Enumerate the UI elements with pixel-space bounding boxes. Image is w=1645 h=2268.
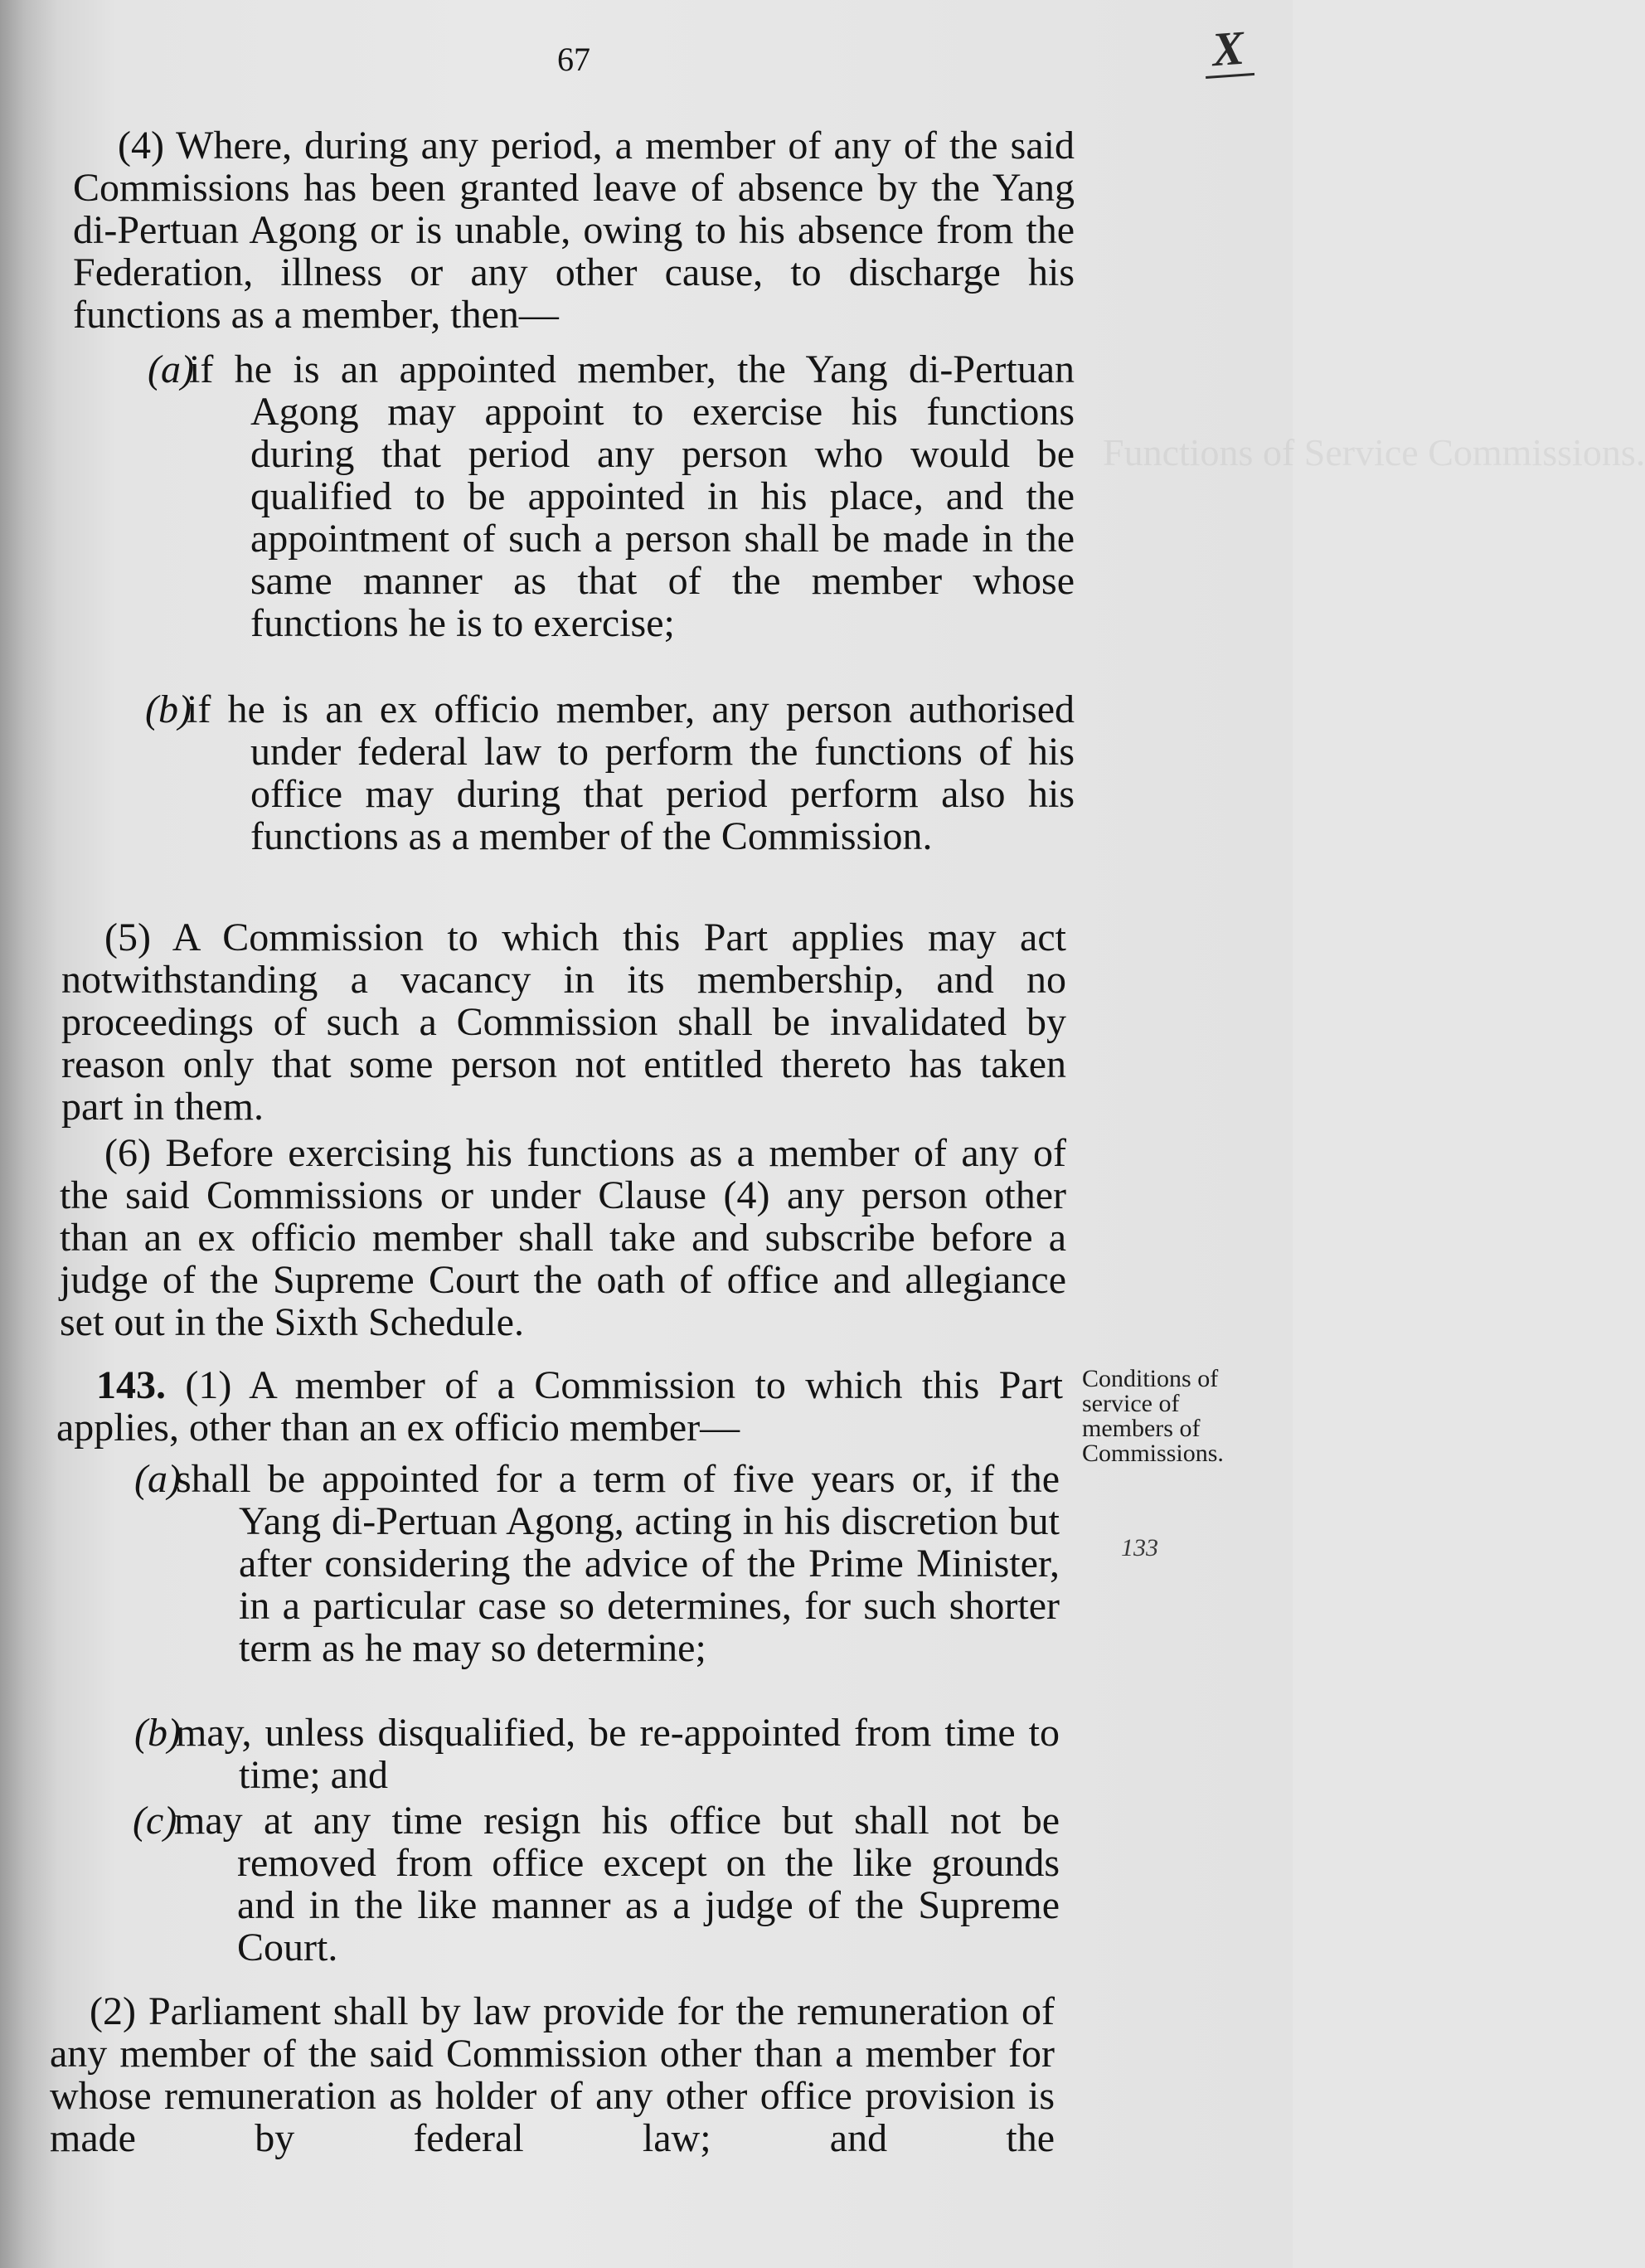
clause-142-5: (5) A Commission to which this Part applies may act notwithstanding a vacancy in its membership, and no proceedings of such a Commission shall be invalidated by reason only that some person not entitled thereto has taken part in them. (61, 915, 1066, 1129)
item-text-a: shall be appointed for a term of five years or, if the Yang di-Pertuan Agong, acting in his discretion but after considering the advice of the Prime Minister, in a particular case so determines, for such shorter term as he may so determine; (176, 1457, 1060, 1670)
clause-143-1 (56, 1364, 1063, 1449)
item-label-b: (b) (145, 687, 192, 731)
clause-143-1-a (134, 1458, 1060, 1669)
clause-142-4-b (145, 688, 1075, 857)
item-text-b: may, unless disqualified, be re-appointed from time to time; and (176, 1711, 1060, 1797)
bleed-through-text: Functions of Service Commissions. (1103, 431, 1645, 474)
clause-142-4: (4) Where, during any period, a member of any of the said Commissions has been granted leave of absence by the Yang di-Pertuan Agong or is unable, owing to his absence from the Federation, illness or any other cause, to discharge his functions as a member, then— (73, 124, 1075, 337)
clause-142-6: (6) Before exercising his functions as a member of any of the said Commissions or under Clause (4) any person other than an ex officio member shall take and subscribe before a judge of the Supreme Court the oath of office and allegiance set out in the Sixth Schedule. (60, 1131, 1066, 1344)
clause-143-2: (2) Parliament shall by law provide for the remuneration of any member of the said Commission other than a member for whose remuneration as holder of any other office provision is made by federal law; and the (50, 1989, 1055, 2160)
clause-143-number: 143. (96, 1363, 166, 1407)
clause-143-1-c (133, 1799, 1060, 1969)
item-label-c: (c) (133, 1799, 177, 1843)
item-label-a: (a) (148, 347, 194, 391)
item-text-a: if he is an appointed member, the Yang di-Pertuan Agong may appoint to exercise his functions during that period any person who would be qualified to be appointed in his place, and the appointment of such a person shall be made in the same manner as that of the member whose functions he is to exercise; (189, 347, 1075, 645)
clause-143-intro: (1) A member of a Commission to which this Part applies, other than an ex officio member— (56, 1363, 1064, 1450)
handwritten-reference: 133 (1121, 1534, 1158, 1561)
item-text-c: may at any time resign his office but shall not be removed from office except on the like grounds and in the like manner as a judge of the Supreme Court. (174, 1799, 1060, 1969)
clause-142-4-a (148, 348, 1075, 644)
marginal-note: Conditions of service of members of Commissions. (1082, 1365, 1224, 1467)
item-label-b: (b) (134, 1711, 181, 1755)
handwritten-page-mark: X (1202, 23, 1254, 79)
clause-143-1-b (134, 1712, 1060, 1796)
item-text-b: if he is an ex officio member, any person authorised under federal law to perform the functions of his office may during that period perform also his functions as a member of the Commission. (187, 687, 1075, 858)
item-label-a: (a) (134, 1457, 181, 1501)
page-number: 67 (557, 41, 590, 78)
